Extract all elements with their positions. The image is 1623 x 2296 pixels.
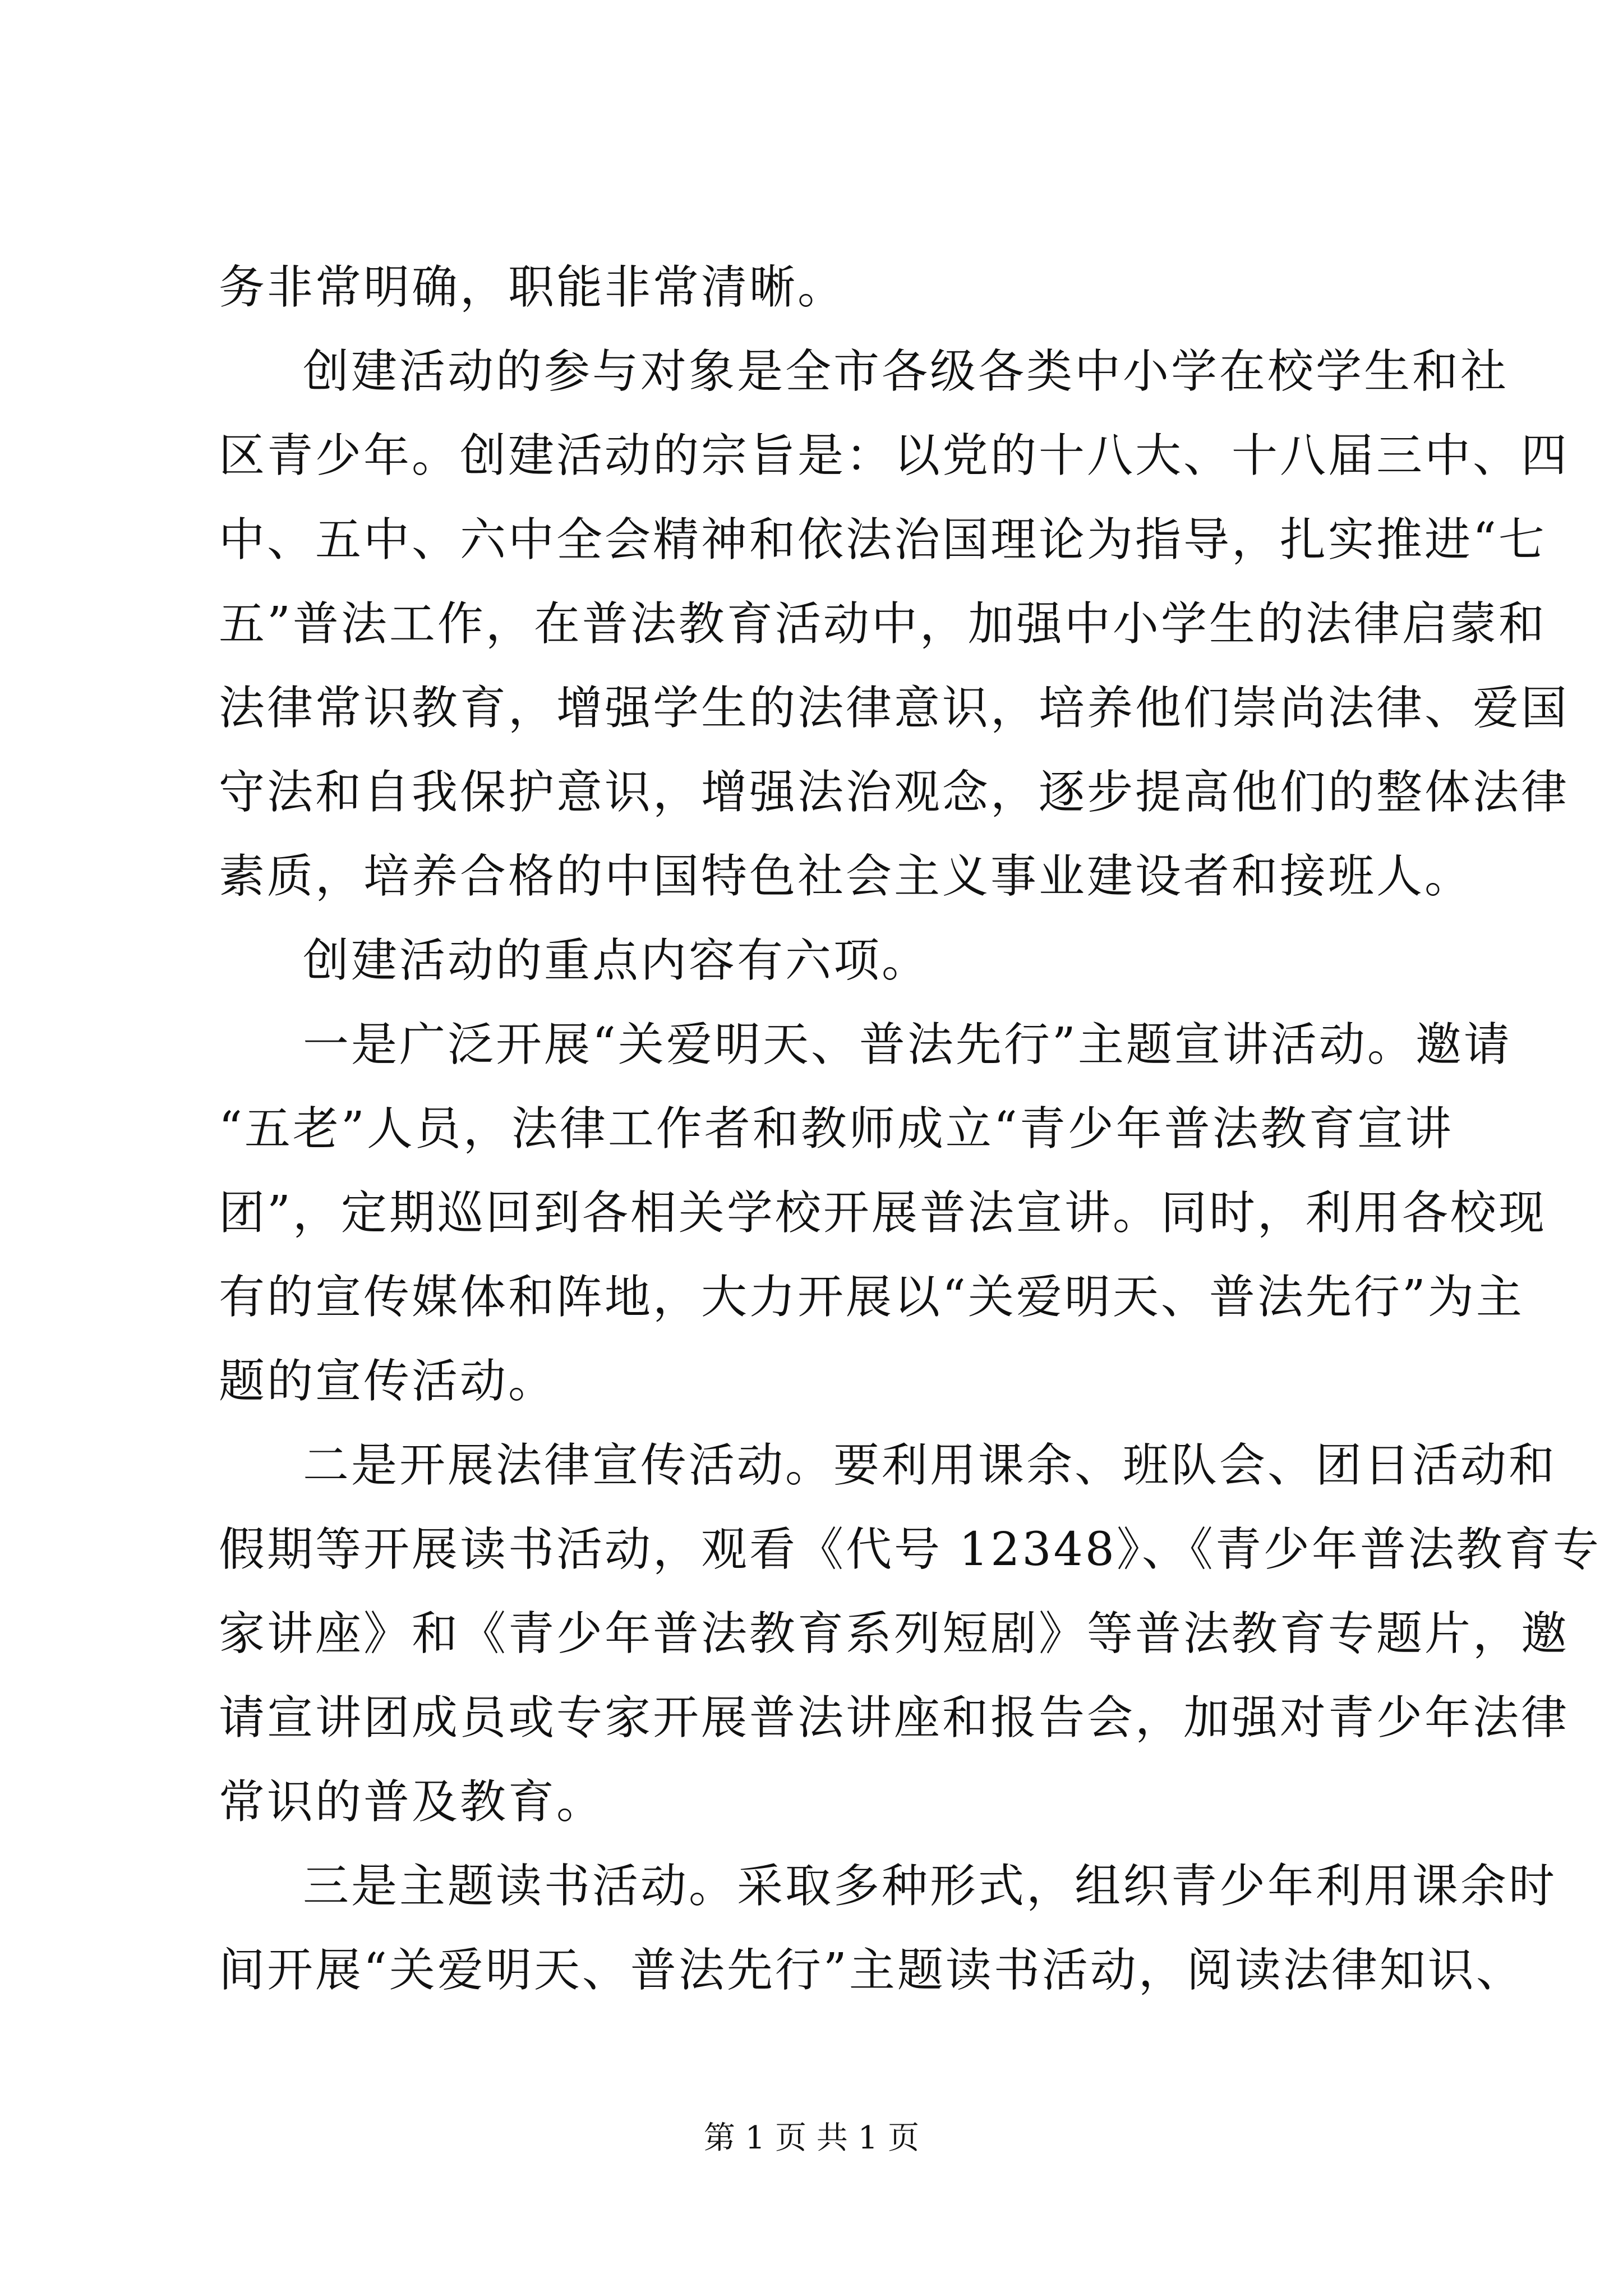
text-line: 题的宣传活动。 bbox=[219, 1355, 557, 1408]
text-line: 法律常识教育，增强学生的法律意识，培养他们崇尚法律、爱国 bbox=[219, 682, 1570, 735]
text-line: 创建活动的重点内容有六项。 bbox=[303, 934, 930, 987]
text-line: 团”，定期巡回到各相关学校开展普法宣讲。同时，利用各校现 bbox=[219, 1186, 1547, 1240]
text-line: 请宣讲团成员或专家开展普法讲座和报告会，加强对青少年法律 bbox=[219, 1691, 1570, 1745]
text-line: “五老”人员，法律工作者和教师成立“青少年普法教育宣讲 bbox=[219, 1102, 1454, 1156]
text-line: 三是主题读书活动。采取多种形式，组织青少年利用课余时 bbox=[303, 1860, 1557, 1913]
page-number-footer: 第 1 页 共 1 页 bbox=[703, 2120, 920, 2156]
text-line: 有的宣传媒体和阵地，大力开展以“关爱明天、普法先行”为主 bbox=[219, 1271, 1524, 1324]
text-line: 家讲座》和《青少年普法教育系列短剧》等普法教育专题片，邀 bbox=[219, 1607, 1570, 1660]
text-line: 素质，培养合格的中国特色社会主义事业建设者和接班人。 bbox=[219, 850, 1473, 903]
text-line: 中、五中、六中全会精神和依法治国理论为指导，扎实推进“七 bbox=[219, 513, 1547, 567]
text-line: 区青少年。创建活动的宗旨是：以党的十八大、十八届三中、四 bbox=[219, 429, 1570, 482]
text-line: 守法和自我保护意识，增强法治观念，逐步提高他们的整体法律 bbox=[219, 766, 1570, 819]
text-line: 假期等开展读书活动，观看《代号 12348》、《青少年普法教育专 bbox=[219, 1523, 1601, 1576]
text-line: 二是开展法律宣传活动。要利用课余、班队会、团日活动和 bbox=[303, 1439, 1557, 1492]
text-line: 五”普法工作，在普法教育活动中，加强中小学生的法律启蒙和 bbox=[219, 597, 1547, 651]
text-line: 间开展“关爱明天、普法先行”主题读书活动，阅读法律知识、 bbox=[219, 1944, 1524, 1997]
text-line: 一是广泛开展“关爱明天、普法先行”主题宣讲活动。邀请 bbox=[303, 1018, 1512, 1071]
text-line: 创建活动的参与对象是全市各级各类中小学在校学生和社 bbox=[303, 345, 1509, 398]
text-line: 常识的普及教育。 bbox=[219, 1775, 605, 1829]
text-line: 务非常明确，职能非常清晰。 bbox=[219, 261, 846, 314]
